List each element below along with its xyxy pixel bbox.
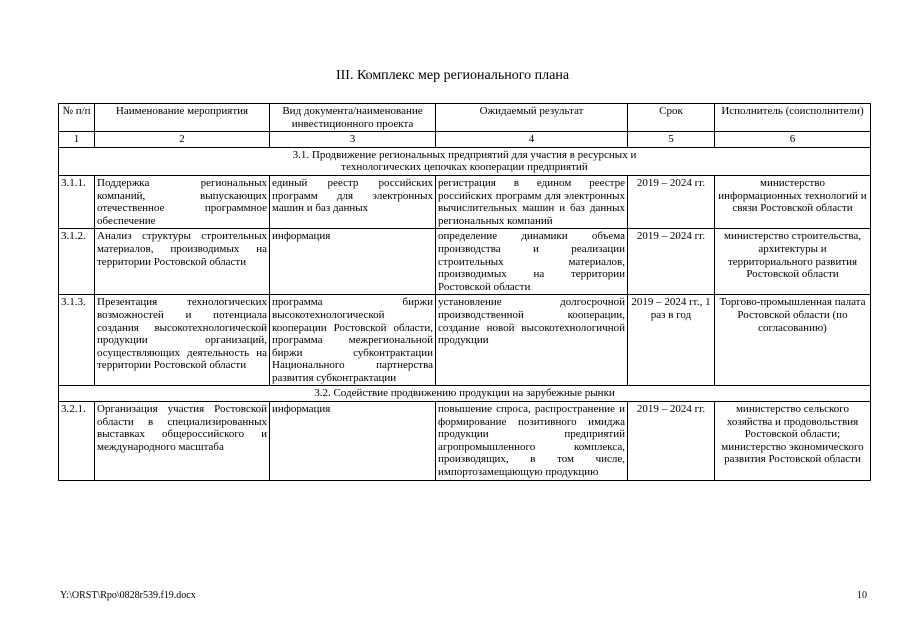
column-number-row <box>59 132 871 148</box>
row-doc: информация <box>270 229 436 295</box>
row-term: 2019 – 2024 гг. <box>628 229 715 295</box>
section-heading: 3.1. Продвижение региональных предприятий для участия в ресурсных и технологических цепочках кооперации предприятий <box>59 147 871 175</box>
row-doc: программа биржи высокотехнологической кооперации Ростовской области, программа межрегиональной биржи субконтрактации Национального партнерства развития субконтрактации <box>270 295 436 386</box>
row-term: 2019 – 2024 гг., 1 раз в год <box>628 295 715 386</box>
row-executor: министерство информационных технологий и связи Ростовской области <box>715 175 871 228</box>
footer-file-path: Y:\ORST\Rpo\0828r539.f19.docx <box>60 590 196 601</box>
section-heading: 3.2. Содействие продвижению продукции на зарубежные рынки <box>59 386 871 402</box>
row-result: регистрация в едином реестре российских программ для электронных вычислительных машин и баз данных региональных компаний <box>436 175 628 228</box>
column-number: 2 <box>95 132 270 148</box>
section-row <box>59 147 871 175</box>
row-name: Презентация технологических возможностей и потенциала создания высокотехнологической продукции организаций, осуществляющих деятельность на территории Ростовской области <box>95 295 270 386</box>
header-result: Ожидаемый результат <box>436 104 628 132</box>
column-number: 6 <box>715 132 871 148</box>
table-row <box>59 295 871 386</box>
row-term: 2019 – 2024 гг. <box>628 402 715 481</box>
row-number: 3.2.1. <box>59 402 95 481</box>
header-term: Срок <box>628 104 715 132</box>
header-name: Наименование мероприятия <box>95 104 270 132</box>
column-number: 3 <box>270 132 436 148</box>
header-no: № п/п <box>59 104 95 132</box>
column-number: 1 <box>59 132 95 148</box>
header-row <box>59 104 871 132</box>
table-row <box>59 402 871 481</box>
section-row <box>59 386 871 402</box>
measures-table <box>58 103 871 481</box>
column-number: 4 <box>436 132 628 148</box>
row-doc: информация <box>270 402 436 481</box>
row-name: Организация участия Ростовской области в специализированных выставках общероссийского и международного масштаба <box>95 402 270 481</box>
table-row <box>59 229 871 295</box>
row-result: повышение спроса, распространение и формирование позитивного имиджа продукции предприятий агропромышленного комплекса, производящих, в том числе, импортозамещающую продукцию <box>436 402 628 481</box>
row-number: 3.1.3. <box>59 295 95 386</box>
row-name: Анализ структуры строительных материалов, производимых на территории Ростовской области <box>95 229 270 295</box>
header-executor: Исполнитель (соисполнители) <box>715 104 871 132</box>
row-doc: единый реестр российских программ для электронных машин и баз данных <box>270 175 436 228</box>
row-executor: министерство сельского хозяйства и продовольствия Ростовской области; министерство экономического развития Ростовской области <box>715 402 871 481</box>
row-result: определение динамики объема производства и реализации строительных материалов, производимых на территории Ростовской области <box>436 229 628 295</box>
row-term: 2019 – 2024 гг. <box>628 175 715 228</box>
row-name: Поддержка региональных компаний, выпускающих отечественное программное обеспечение <box>95 175 270 228</box>
header-doc: Вид документа/наименование инвестиционного проекта <box>270 104 436 132</box>
page-title: III. Комплекс мер регионального плана <box>335 68 570 83</box>
page-number: 10 <box>857 590 867 601</box>
row-number: 3.1.1. <box>59 175 95 228</box>
row-result: установление долгосрочной производственной кооперации, создание новой высокотехнологичной продукции <box>436 295 628 386</box>
row-executor: министерство строительства, архитектуры и территориального развития Ростовской области <box>715 229 871 295</box>
row-executor: Торгово-промышленная палата Ростовской области (по согласованию) <box>715 295 871 386</box>
row-number: 3.1.2. <box>59 229 95 295</box>
column-number: 5 <box>628 132 715 148</box>
table-row <box>59 175 871 228</box>
